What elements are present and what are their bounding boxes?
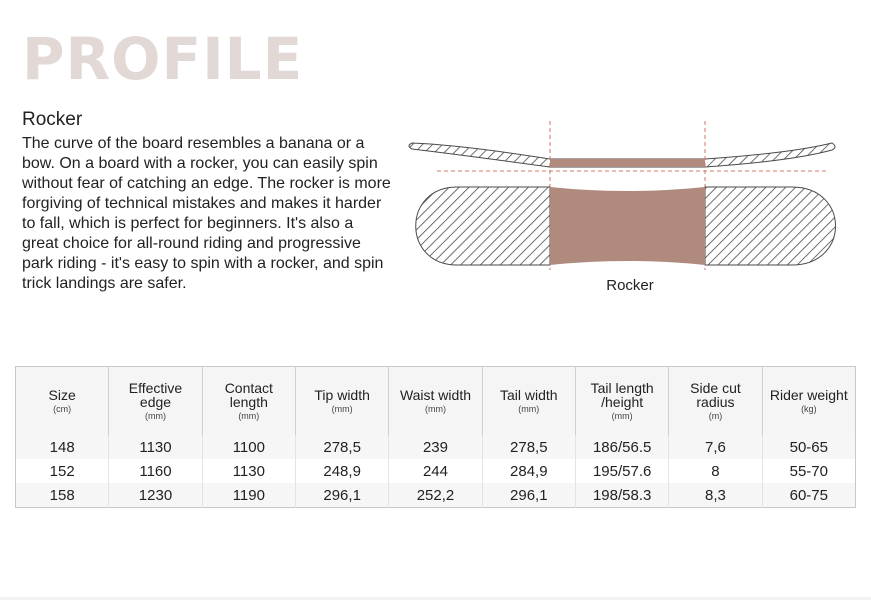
table-cell: 198/58.3 <box>575 483 668 508</box>
header-effective-edge: Effective edge (mm) <box>109 367 202 436</box>
header-tail-width: Tail width (mm) <box>482 367 575 436</box>
header-waist-width: Waist width (mm) <box>389 367 482 436</box>
table-cell: 148 <box>16 435 109 459</box>
table-cell: 55-70 <box>762 459 855 483</box>
diagram-caption: Rocker <box>606 277 654 294</box>
table-cell: 7,6 <box>669 435 762 459</box>
table-row <box>16 483 856 508</box>
page-title: PROFILE <box>22 25 304 93</box>
board-top-view <box>416 187 836 265</box>
header-contact-length: Contact length (mm) <box>202 367 295 436</box>
table-cell: 252,2 <box>389 483 482 508</box>
table-cell: 60-75 <box>762 483 855 508</box>
table-cell: 1100 <box>202 435 295 459</box>
table-cell: 296,1 <box>295 483 388 508</box>
table-cell: 248,9 <box>295 459 388 483</box>
table-row <box>16 435 856 459</box>
table-cell: 278,5 <box>295 435 388 459</box>
table-cell: 8,3 <box>669 483 762 508</box>
table-row <box>16 459 856 483</box>
table-cell: 1190 <box>202 483 295 508</box>
table-cell: 1230 <box>109 483 202 508</box>
table-cell: 244 <box>389 459 482 483</box>
spec-table-header-row <box>16 367 856 436</box>
board-side-profile <box>409 143 835 167</box>
table-cell: 186/56.5 <box>575 435 668 459</box>
table-cell: 1130 <box>109 435 202 459</box>
spec-table <box>15 366 856 508</box>
header-size: Size (cm) <box>16 367 109 436</box>
table-cell: 158 <box>16 483 109 508</box>
table-cell: 278,5 <box>482 435 575 459</box>
table-cell: 296,1 <box>482 483 575 508</box>
table-cell: 1160 <box>109 459 202 483</box>
header-tail-length-height: Tail length /height (mm) <box>575 367 668 436</box>
header-rider-weight: Rider weight (kg) <box>762 367 855 436</box>
profile-description: The curve of the board resembles a banana or a bow. On a board with a rocker, you can easily spin without fear of catching an edge. The rocker is more forgiving of technical mistakes and makes it harder to fall, which is perfect for beginners. It's also a great choice for all-round riding and progressive park riding - it's easy to spin with a rocker, and spin trick landings are safer. <box>22 135 391 292</box>
profile-heading: Rocker <box>22 109 83 130</box>
table-cell: 8 <box>669 459 762 483</box>
table-cell: 195/57.6 <box>575 459 668 483</box>
header-tip-width: Tip width (mm) <box>295 367 388 436</box>
table-cell: 284,9 <box>482 459 575 483</box>
table-cell: 1130 <box>202 459 295 483</box>
rocker-profile-diagram <box>402 115 842 275</box>
table-cell: 239 <box>389 435 482 459</box>
table-cell: 152 <box>16 459 109 483</box>
table-cell: 50-65 <box>762 435 855 459</box>
header-side-cut-radius: Side cut radius (m) <box>669 367 762 436</box>
